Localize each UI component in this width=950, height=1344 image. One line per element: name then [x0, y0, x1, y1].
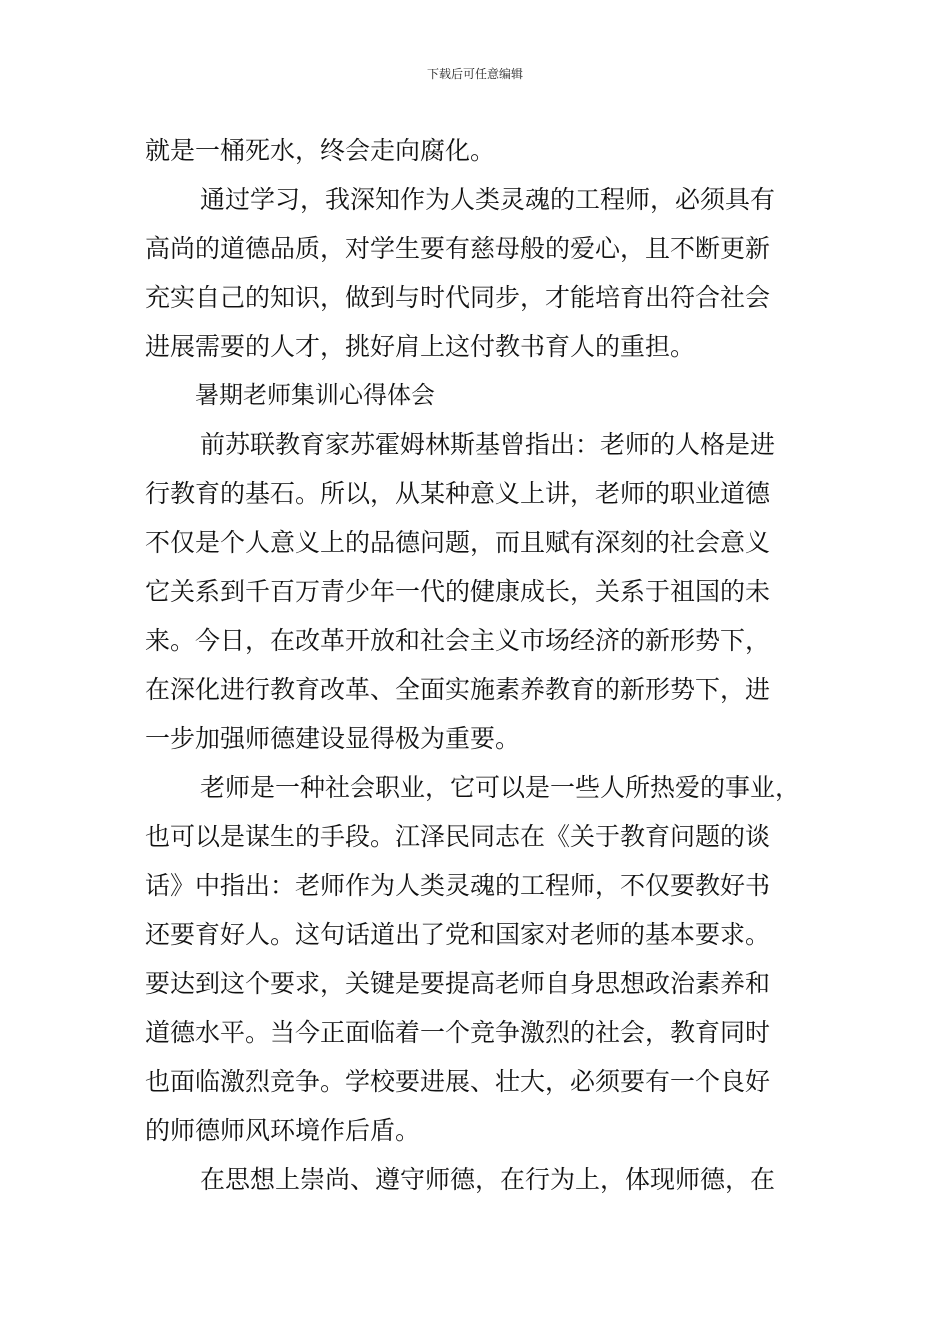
paragraph-first-line: 前苏联教育家苏霍姆林斯基曾指出：老师的人格是进 — [200, 430, 776, 459]
text-line: 也可以是谋生的手段。江泽民同志在《关于教育问题的谈 — [145, 822, 771, 851]
text-line: 不仅是个人意义上的品德问题，而且赋有深刻的社会意义 — [145, 528, 771, 557]
text-line: 它关系到千百万青少年一代的健康成长，关系于祖国的未 — [145, 577, 771, 606]
text-line: 道德水平。当今正面临着一个竞争激烈的社会，教育同时 — [145, 1018, 771, 1047]
paragraph-first-line: 在思想上崇尚、遵守师德，在行为上，体现师德，在 — [200, 1165, 776, 1194]
text-line: 一步加强师德建设显得极为重要。 — [145, 724, 521, 753]
text-line: 还要育好人。这句话道出了党和国家对老师的基本要求。 — [145, 920, 771, 949]
text-line: 就是一桶死水，终会走向腐化。 — [145, 136, 496, 165]
text-line: 也面临激烈竞争。学校要进展、壮大，必须要有一个良好 — [145, 1067, 771, 1096]
paragraph-first-line: 通过学习，我深知作为人类灵魂的工程师，必须具有 — [200, 185, 776, 214]
text-line: 的师德师风环境作后盾。 — [145, 1116, 421, 1145]
text-line: 来。今日，在改革开放和社会主义市场经济的新形势下， — [145, 626, 771, 655]
document-body — [145, 126, 810, 1204]
section-heading: 暑期老师集训心得体会 — [195, 381, 435, 409]
text-line: 在深化进行教育改革、全面实施素养教育的新形势下，进 — [145, 675, 771, 704]
text-line: 话》中指出：老师作为人类灵魂的工程师，不仅要教好书 — [145, 871, 771, 900]
text-line: 进展需要的人才，挑好肩上这付教书育人的重担。 — [145, 332, 696, 361]
text-line: 充实自己的知识，做到与时代同步，才能培育出符合社会 — [145, 283, 771, 312]
text-line: 要达到这个要求，关键是要提高老师自身思想政治素养和 — [145, 969, 771, 998]
text-line: 行教育的基石。所以，从某种意义上讲，老师的职业道德 — [145, 479, 771, 508]
paragraph-first-line: 老师是一种社会职业，它可以是一些人所热爱的事业， — [200, 773, 801, 802]
page-header: 下载后可任意编辑 — [426, 67, 523, 81]
text-line: 高尚的道德品质，对学生要有慈母般的爱心，且不断更新 — [145, 234, 771, 263]
